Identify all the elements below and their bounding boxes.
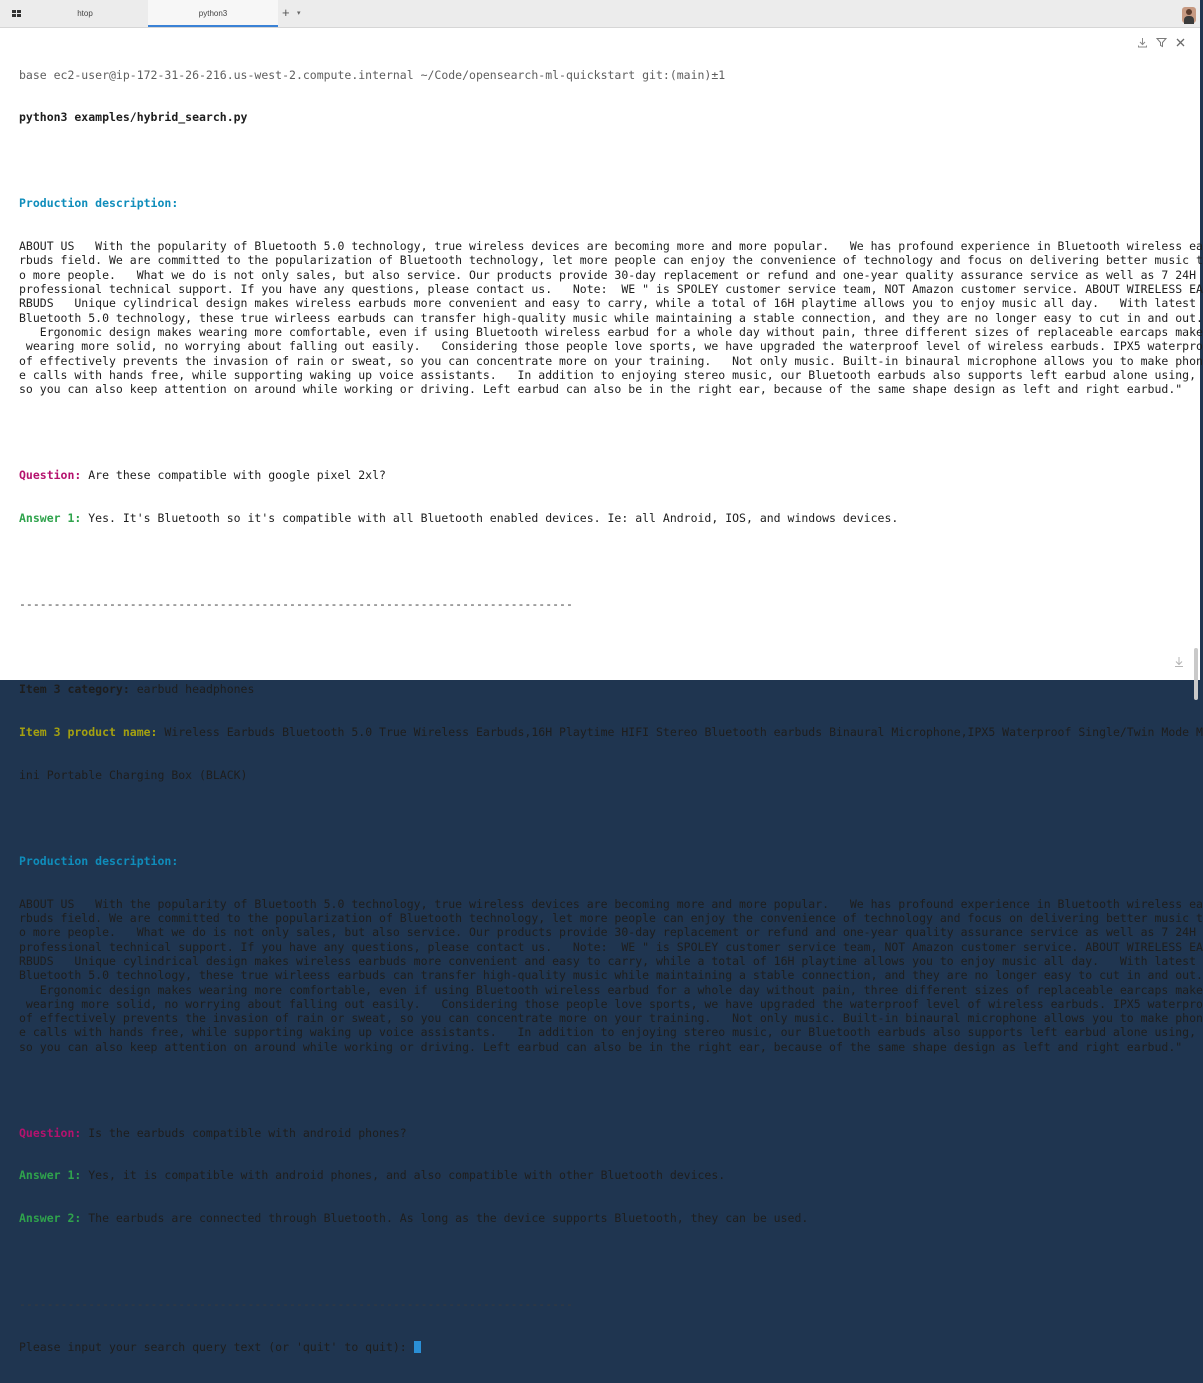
tab-label: htop	[77, 9, 93, 18]
text-cursor[interactable]	[414, 1341, 421, 1353]
question-label: Question:	[19, 1125, 82, 1140]
tab-htop[interactable]	[24, 0, 148, 27]
description-line: ABOUT US With the popularity of Bluetooth 5.0 technology, true wireless devices are becoming more and more popular. We has profound experience in Bluetooth wireless ea	[19, 239, 1203, 254]
blank-line	[19, 425, 1194, 439]
tab-bar	[0, 0, 1200, 28]
answer-line	[19, 1211, 1194, 1225]
tab-label: python3	[198, 9, 228, 18]
description-line: Bluetooth 5.0 technology, these true wirleess earbuds can transfer high-quality music while maintaining a stable connection, and they are no longer easy to cut in and out.	[19, 310, 1203, 325]
description-line: Ergonomic design makes wearing more comfortable, even if using Bluetooth wireless earbud for a whole day without pain, three different sizes of replaceable earcaps make	[19, 324, 1203, 339]
answer-line	[19, 1168, 1194, 1182]
scrollbar-thumb[interactable]	[1194, 648, 1198, 700]
description-line: so you can also keep attention on around while working or driving. Left earbud can also be in the right ear, because of the same shape design as left and right earbud."	[19, 382, 1183, 397]
item-name-value: Wireless Earbuds Bluetooth 5.0 True Wireless Earbuds,16H Playtime HIFI Stereo Bluetooth earbuds Binaural Microphone,IPX5 Waterproof Single/Twin Mode M	[157, 725, 1203, 740]
description-line: wearing more solid, no worrying about falling out easily. Considering those people love sports, we have upgraded the waterproof level of wireless earbuds. IPX5 waterpro	[19, 339, 1203, 354]
description-line: professional technical support. If you have any questions, please contact us. Note: WE " is SPOLEY customer service team, NOT Amazon customer service. ABOUT WIRELESS EA	[19, 282, 1203, 297]
description-line: Bluetooth 5.0 technology, these true wirleess earbuds can transfer high-quality music while maintaining a stable connection, and they are no longer easy to cut in and out.	[19, 968, 1203, 983]
description-line: rbuds field. We are committed to the popularization of Bluetooth technology, let more people can enjoy the convenience of technology and focus on delivering better music t	[19, 911, 1203, 926]
description-line: o more people. What we do is not only sales, but also service. Our products provide 30-day replacement or refund and one-year quality assurance service as well as 7 24H	[19, 925, 1197, 940]
item-name-continued: ini Portable Charging Box (BLACK)	[19, 768, 248, 783]
shell-command: python3 examples/hybrid_search.py	[19, 110, 248, 125]
item-category-line	[19, 682, 1194, 696]
answer-label: Answer 1:	[19, 510, 82, 525]
description-label: Production description:	[19, 853, 179, 868]
description-line: wearing more solid, no worrying about falling out easily. Considering those people love sports, we have upgraded the waterproof level of wireless earbuds. IPX5 waterpro	[19, 996, 1203, 1011]
description-text	[19, 896, 1203, 1054]
blank-line	[19, 554, 1194, 568]
scrollbar[interactable]	[1194, 30, 1198, 678]
description-label: Production description:	[19, 196, 179, 211]
blank-line	[19, 811, 1194, 825]
input-line[interactable]	[19, 1340, 1194, 1354]
question-label: Question:	[19, 467, 82, 482]
description-line: so you can also keep attention on around while working or driving. Left earbud can also be in the right ear, because of the same shape design as left and right earbud."	[19, 1039, 1183, 1054]
answer-text: Yes, it is compatible with android phones, and also compatible with other Bluetooth devices.	[81, 1168, 726, 1183]
scroll-to-bottom-icon[interactable]	[1173, 656, 1185, 668]
app-grid-icon[interactable]	[12, 10, 22, 18]
blank-line	[19, 153, 1194, 167]
item-name-label: Item 3 product name:	[19, 725, 158, 740]
item-category-label: Item 3 category:	[19, 682, 130, 697]
question-text: Is the earbuds compatible with android phones?	[81, 1125, 407, 1140]
description-line: RBUDS Unique cylindrical design makes wireless earbuds more convenient and easy to carry, while a total of 16H playtime allows you to enjoy music all day. With latest	[19, 296, 1197, 311]
description-line: of effectively prevents the invasion of rain or sweat, so you can concentrate more on your training. Not only music. Built-in binaural microphone allows you to make phon	[19, 1011, 1203, 1026]
description-line: of effectively prevents the invasion of rain or sweat, so you can concentrate more on your training. Not only music. Built-in binaural microphone allows you to make phon	[19, 353, 1203, 368]
terminal-output	[19, 39, 1203, 1383]
blank-line	[19, 1083, 1194, 1097]
item-name-line	[19, 725, 1203, 740]
answer-line	[19, 511, 1194, 525]
question-line	[19, 1126, 1194, 1140]
question-text: Are these compatible with google pixel 2xl?	[81, 467, 386, 482]
description-line: Ergonomic design makes wearing more comfortable, even if using Bluetooth wireless earbud for a whole day without pain, three different sizes of replaceable earcaps make	[19, 982, 1203, 997]
description-line: rbuds field. We are committed to the popularization of Bluetooth technology, let more people can enjoy the convenience of technology and focus on delivering better music t	[19, 253, 1203, 268]
description-line: professional technical support. If you have any questions, please contact us. Note: WE " is SPOLEY customer service team, NOT Amazon customer service. ABOUT WIRELESS EA	[19, 939, 1203, 954]
chevron-down-icon[interactable]: ▾	[297, 10, 301, 17]
tab-python3[interactable]	[148, 0, 278, 27]
input-prompt: Please input your search query text (or 'quit' to quit):	[19, 1340, 414, 1355]
divider-line: --------------------------------------------------------------------------------	[19, 1297, 573, 1312]
answer-label: Answer 2:	[19, 1211, 82, 1226]
description-line: o more people. What we do is not only sales, but also service. Our products provide 30-day replacement or refund and one-year quality assurance service as well as 7 24H	[19, 267, 1197, 282]
answer-text: Yes. It's Bluetooth so it's compatible with all Bluetooth enabled devices. Ie: all Android, IOS, and windows devices.	[81, 510, 899, 525]
answer-text: The earbuds are connected through Bluetooth. As long as the device supports Bluetooth, they can be used.	[81, 1211, 809, 1226]
item-category-value: earbud headphones	[129, 682, 255, 697]
description-line: ABOUT US With the popularity of Bluetooth 5.0 technology, true wireless devices are becoming more and more popular. We has profound experience in Bluetooth wireless ea	[19, 896, 1203, 911]
description-text	[19, 239, 1203, 397]
new-tab-button[interactable]: +	[282, 5, 290, 20]
user-avatar[interactable]	[1182, 7, 1196, 23]
description-line: e calls with hands free, while supporting waking up voice assistants. In addition to enjoying stereo music, our Bluetooth earbuds also supports left earbud alone using,	[19, 367, 1197, 382]
description-line: e calls with hands free, while supporting waking up voice assistants. In addition to enjoying stereo music, our Bluetooth earbuds also supports left earbud alone using,	[19, 1025, 1197, 1040]
blank-line	[19, 639, 1194, 653]
shell-prompt: base ec2-user@ip-172-31-26-216.us-west-2.compute.internal ~/Code/opensearch-ml-quickstart git:(main)±1	[19, 67, 726, 82]
description-line: RBUDS Unique cylindrical design makes wireless earbuds more convenient and easy to carry, while a total of 16H playtime allows you to enjoy music all day. With latest	[19, 954, 1197, 968]
question-line	[19, 468, 1194, 482]
divider-line: --------------------------------------------------------------------------------	[19, 596, 573, 611]
answer-label: Answer 1:	[19, 1168, 82, 1183]
blank-line	[19, 1254, 1194, 1268]
